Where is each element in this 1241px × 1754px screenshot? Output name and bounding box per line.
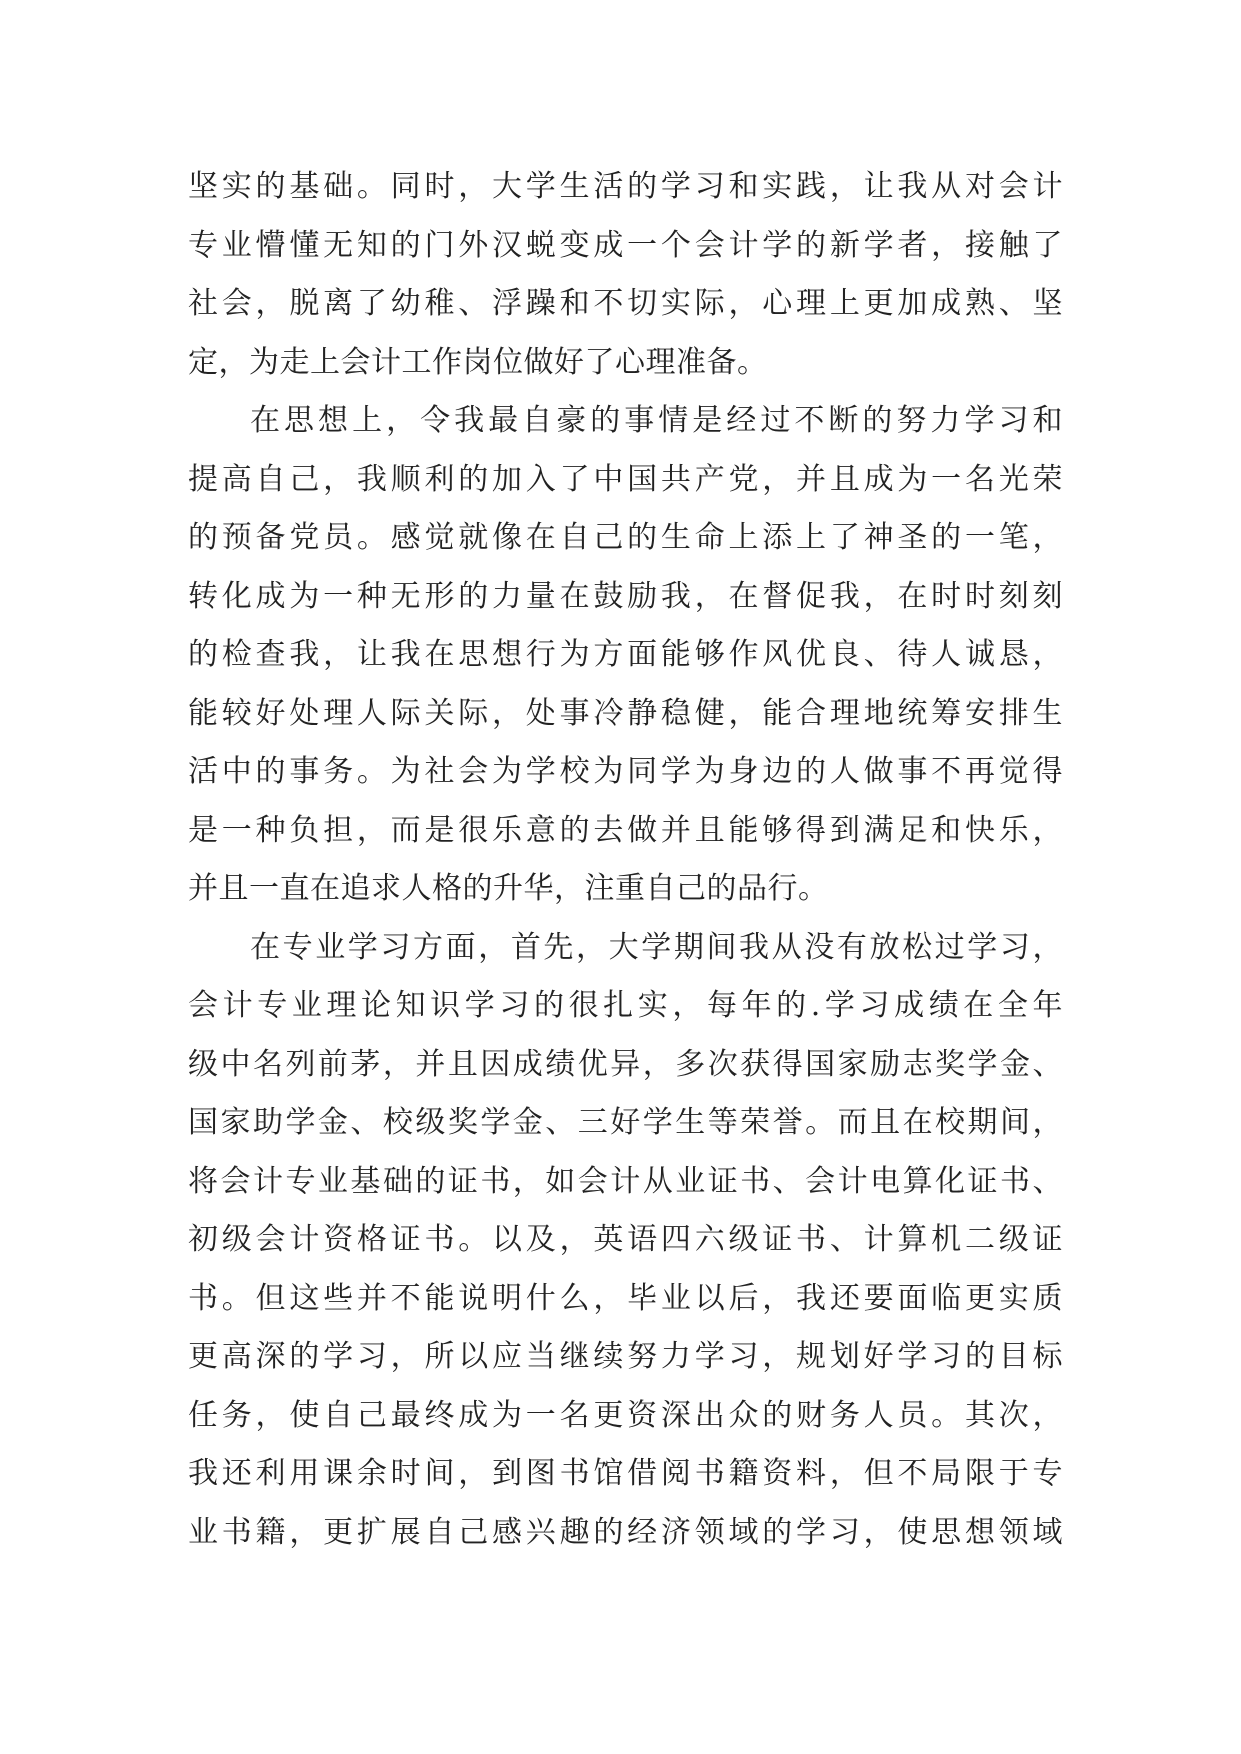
text-line: 活中的事务。为社会为学校为同学为身边的人做事不再觉得 [188,754,1063,789]
text-line: 提高自己，我顺利的加入了中国共产党，并且成为一名光荣 [188,461,1063,497]
text-line: 书。但这些并不能说明什么，毕业以后，我还要面临更实质 [188,1280,1063,1316]
paragraph-3 [188,919,1063,1563]
text-line: 的预备党员。感觉就像在自己的生命上添上了神圣的一笔， [188,520,1063,555]
text-line: 在思想上，令我最自豪的事情是经过不断的努力学习和 [250,403,1063,438]
text-line: 会计专业理论知识学习的很扎实，每年的.学习成绩在全年 [188,988,1063,1023]
text-line: 业书籍，更扩展自己感兴趣的经济领域的学习，使思想领域 [188,1514,1063,1550]
text-line: 国家助学金、校级奖学金、三好学生等荣誉。而且在校期间， [188,1105,1063,1140]
text-line: 更高深的学习，所以应当继续努力学习，规划好学习的目标 [188,1339,1063,1374]
text-line: 我还利用课余时间，到图书馆借阅书籍资料，但不局限于专 [188,1456,1063,1491]
text-line: 在专业学习方面，首先，大学期间我从没有放松过学习， [250,929,1063,965]
text-line: 的检查我，让我在思想行为方面能够作风优良、待人诚恳， [188,637,1063,672]
text-line: 社会，脱离了幼稚、浮躁和不切实际，心理上更加成熟、坚 [188,286,1063,321]
text-line: 并且一直在追求人格的升华，注重自己的品行。 [188,871,829,906]
text-line: 任务，使自己最终成为一名更资深出众的财务人员。其次， [188,1397,1063,1433]
text-line: 坚实的基础。同时，大学生活的学习和实践，让我从对会计 [188,169,1063,204]
text-line: 将会计专业基础的证书，如会计从业证书、会计电算化证书、 [188,1163,1063,1199]
text-line: 级中名列前茅，并且因成绩优异，多次获得国家励志奖学金、 [188,1046,1063,1082]
text-line: 初级会计资格证书。以及，英语四六级证书、计算机二级证 [188,1222,1063,1257]
text-line: 转化成为一种无形的力量在鼓励我，在督促我，在时时刻刻 [188,578,1063,614]
text-line: 定，为走上会计工作岗位做好了心理准备。 [188,344,768,380]
document-body [188,158,1063,1562]
text-line: 专业懵懂无知的门外汉蜕变成一个会计学的新学者，接触了 [188,227,1063,263]
paragraph-2 [188,392,1063,919]
text-line: 是一种负担，而是很乐意的去做并且能够得到满足和快乐， [188,812,1063,848]
text-line: 能较好处理人际关际，处事冷静稳健，能合理地统筹安排生 [188,695,1063,731]
paragraph-1 [188,158,1063,392]
